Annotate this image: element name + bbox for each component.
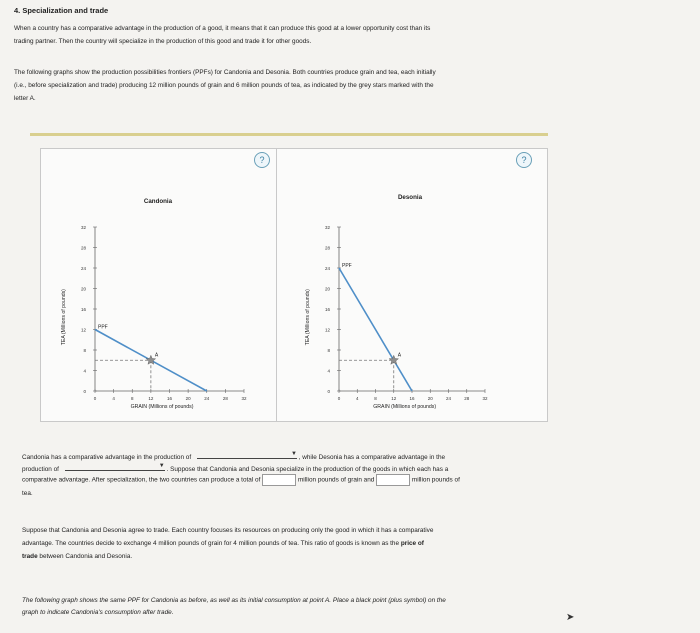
x-tick-label: 12	[391, 396, 397, 401]
intro-line-1: When a country has a comparative advantage in the production of a good, it means that it can produce this good at a lower opportunity cost than its	[14, 25, 431, 32]
intro-paragraph	[14, 22, 654, 48]
y-tick-label: 32	[80, 225, 86, 230]
y-axis-title: TEA (Millions of pounds)	[305, 289, 311, 346]
desonia-help-icon[interactable]: ?	[516, 152, 532, 168]
x-tick-label: 8	[130, 396, 134, 401]
x-tick-label: 24	[204, 396, 210, 401]
x-axis-title: GRAIN (Millions of pounds)	[130, 404, 194, 410]
x-tick-label: 4	[355, 396, 359, 401]
x-tick-label: 32	[241, 396, 247, 401]
y-tick-label: 24	[324, 266, 330, 271]
ppf-line-2: (i.e., before specialization and trade) producing 12 million pounds of grain and 6 million pounds of tea, as indicated by the grey stars marked with the	[14, 82, 434, 89]
chevron-down-icon: ▼	[158, 463, 165, 469]
final-instruction	[22, 595, 692, 619]
y-tick-label: 4	[327, 368, 330, 374]
x-tick-label: 12	[148, 396, 154, 401]
point-a-label: A	[397, 352, 402, 359]
y-tick-label: 8	[83, 348, 86, 353]
final-line-2: graph to indicate Candonia's consumption after trade.	[22, 609, 174, 616]
trade-line-3	[22, 550, 682, 563]
y-tick-label: 24	[80, 266, 86, 271]
y-tick-label: 8	[327, 348, 330, 353]
x-axis-title: GRAIN (Millions of pounds)	[373, 404, 437, 410]
y-tick-label: 16	[324, 307, 330, 312]
x-tick-label: 8	[374, 396, 377, 401]
y-tick-label: 20	[324, 286, 330, 292]
y-tick-label: 12	[324, 327, 330, 333]
trade-line-3-text: between Candonia and Desonia.	[39, 553, 133, 560]
dropdown-1-value	[197, 449, 297, 459]
y-tick-label: 28	[80, 245, 86, 251]
y-tick-label: 12	[80, 327, 86, 333]
desonia-chart-title: Desonia	[397, 194, 423, 201]
x-tick-label: 28	[464, 396, 470, 401]
y-tick-label: 4	[83, 368, 86, 374]
answer-text-3b: million pounds of grain and	[297, 476, 375, 484]
x-tick-label: 32	[482, 396, 488, 401]
intro-line-2: trading partner. Then the country will specialize in the production of this good and trade it for other goods.	[14, 38, 312, 45]
section-divider	[30, 133, 548, 136]
trade-paragraph	[22, 524, 682, 563]
total-tea-input[interactable]	[376, 474, 410, 486]
answer-text-2b: . Suppose that Candonia and Desonia specialize in the production of the goods in which each has a	[166, 466, 449, 473]
trade-line-2	[22, 537, 682, 550]
answer-text-3a: comparative advantage. After specialization, the two countries can produce a total of	[22, 476, 261, 484]
y-tick-label: 20	[80, 286, 86, 292]
answer-text-2a: production of	[22, 466, 59, 473]
trade-line-1: Suppose that Candonia and Desonia agree to trade. Each country focuses its resources on producing only the good in which it has a comparative	[22, 527, 434, 534]
mouse-cursor-icon: ➤	[566, 612, 575, 623]
y-tick-label: 16	[80, 307, 86, 312]
answer-text-1a: Candonia has a comparative advantage in the production of	[22, 454, 192, 461]
desonia-ppf-chart[interactable]	[276, 205, 546, 420]
ppf-label: PPF	[342, 263, 352, 269]
dropdown-2-value	[65, 461, 165, 471]
x-tick-label: 0	[337, 396, 341, 401]
point-a-label: A	[154, 352, 159, 359]
y-tick-label: 32	[324, 225, 330, 230]
price-of-term: price of	[400, 540, 424, 547]
x-tick-label: 16	[409, 396, 415, 401]
trade-term: trade	[22, 553, 38, 560]
x-tick-label: 4	[112, 396, 115, 401]
y-tick-label: 28	[324, 245, 330, 251]
answer-line-3	[22, 474, 692, 487]
ppf-description-paragraph	[14, 66, 654, 105]
ppf-line-1: The following graphs show the production possibilities frontiers (PPFs) for Candonia and Desonia. Both countries produce grain and tea, each initially	[14, 69, 436, 76]
chevron-down-icon: ▼	[290, 451, 297, 457]
x-tick-label: 20	[427, 396, 433, 401]
candonia-chart-title: Candonia	[143, 198, 173, 205]
ppf-line	[339, 268, 412, 391]
y-tick-label: 0	[83, 389, 86, 394]
candonia-help-icon[interactable]: ?	[254, 152, 270, 168]
trade-line-2-text: advantage. The countries decide to exchange 4 million pounds of grain for 4 million pounds of tea. This ratio of goods is known as the	[22, 540, 400, 547]
answer-text-1b: , while Desonia has a comparative advantage in the	[298, 454, 446, 461]
answer-text-3c: million pounds of	[411, 476, 460, 484]
x-tick-label: 24	[445, 396, 452, 401]
total-grain-input[interactable]	[262, 474, 296, 486]
x-tick-label: 16	[166, 396, 173, 401]
x-tick-label: 28	[222, 396, 228, 401]
candonia-ppf-chart[interactable]	[40, 205, 276, 420]
ppf-line-3: letter A.	[14, 95, 36, 102]
answer-line-4: tea.	[22, 490, 33, 497]
question-heading: 4. Specialization and trade	[14, 6, 109, 15]
y-axis-title: TEA (Millions of pounds)	[61, 289, 67, 346]
final-line-1: The following graph shows the same PPF for Candonia as before, as well as its initial consumption at point A. Place a black point (plus symbol) on the	[22, 597, 446, 604]
y-tick-label: 0	[327, 389, 330, 394]
ppf-label: PPF	[98, 324, 108, 331]
x-tick-label: 20	[185, 396, 191, 401]
x-tick-label: 0	[93, 396, 97, 401]
